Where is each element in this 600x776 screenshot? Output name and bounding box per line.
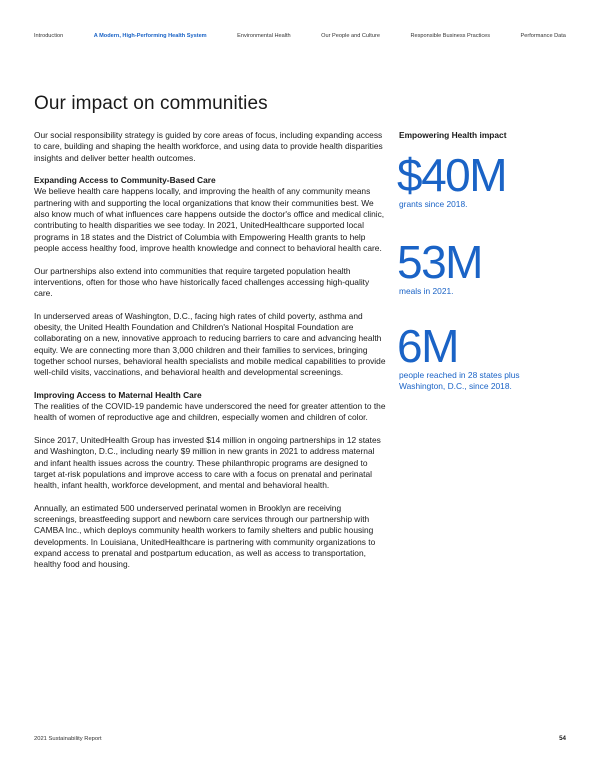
stat-value: 6M: [397, 319, 458, 372]
intro-paragraph: Our social responsibility strategy is guided by core areas of focus, including expanding access to care, building and shaping the health workforce, and using data to provide health disparities insights and deliver better health outcomes.: [34, 130, 383, 163]
main-column: [34, 130, 386, 582]
nav-introduction[interactable]: Introduction: [34, 33, 64, 39]
stat-caption: grants since 2018.: [399, 199, 468, 210]
stat-grants: [397, 149, 569, 210]
paragraph: Annually, an estimated 500 underserved perinatal women in Brooklyn are receiving screenings, breastfeeding support and newborn care services through our partnership with CAMBA Inc., which deploys community health workers to family shelters and public housing developments. In Louisiana, UnitedHealthcare is partnering with community organizations to expand access to prenatal and postpartum education, as well as access to transportation, healthy food and housing.: [34, 502, 376, 570]
paragraph: The realities of the COVID-19 pandemic have underscored the need for greater attention to the health of women of reproductive age and children, especially women and children of color.: [34, 401, 386, 423]
paragraph: We believe health care happens locally, and improving the health of any community means partnering with and supporting the local organizations that know their communities best. We also know much of what influences care happens outside the doctor's office and medical clinic, contributing to health disparities we see today. In 2021, UnitedHealthcare supported local programs in 18 states and the District of Columbia with Empowering Health grants to help people access healthy food, improve health knowledge and connect to behavioral health care.: [34, 186, 385, 253]
nav-performance-data[interactable]: Performance Data: [520, 33, 566, 39]
paragraph: Our partnerships also extend into communities that require targeted population health interventions, often for those who have historically faced challenges accessing high-quality care.: [34, 265, 370, 299]
page-title: Our impact on communities: [34, 93, 268, 114]
nav-environmental-health[interactable]: Environmental Health: [237, 33, 291, 39]
section-heading-community-care: Expanding Access to Community-Based Care: [34, 175, 216, 186]
stat-people-reached: [397, 319, 569, 393]
stat-caption: people reached in 28 states plus Washington, D.C., since 2018.: [399, 369, 520, 392]
paragraph: In underserved areas of Washington, D.C., facing high rates of child poverty, asthma and obesity, the United Health Foundation and Children's National Hospital Foundation are collaborating on a new, innovative approach to reducing barriers to care and advancing health equity. We are connecting more than 3,000 children and their families to services, bringing together school nurses, behavioral health specialists and mobile medical capabilities to provide well-child visits, vaccinations, and behavioral health and developmental screenings.: [34, 310, 386, 378]
sidebar-title: Empowering Health impact: [399, 130, 507, 140]
stat-value: 53M: [397, 235, 482, 288]
section-heading-maternal-care: Improving Access to Maternal Health Care: [34, 389, 202, 400]
stat-caption: meals in 2021.: [399, 285, 454, 296]
nav-people-culture[interactable]: Our People and Culture: [321, 33, 380, 39]
stat-meals: [397, 235, 569, 297]
page-number: 54: [559, 735, 566, 742]
nav-health-system[interactable]: A Modern, High-Performing Health System: [93, 33, 207, 39]
top-navigation: [34, 33, 566, 39]
stat-value: $40M: [397, 149, 507, 202]
footer-report-name: 2021 Sustainability Report: [34, 736, 102, 742]
paragraph: Since 2017, UnitedHealth Group has invested $14 million in ongoing partnerships in 12 states and Washington, D.C., including nearly $9 million in new grants in 2021 to address maternal and infant health issues across the country. These philanthropic programs are designed to target at-risk populations and improve access to care with a focus on prenatal and perinatal health, infant health, workforce development, and mental and behavioral health.: [34, 435, 381, 491]
nav-responsible-business[interactable]: Responsible Business Practices: [410, 33, 491, 39]
impact-sidebar: [399, 130, 569, 392]
